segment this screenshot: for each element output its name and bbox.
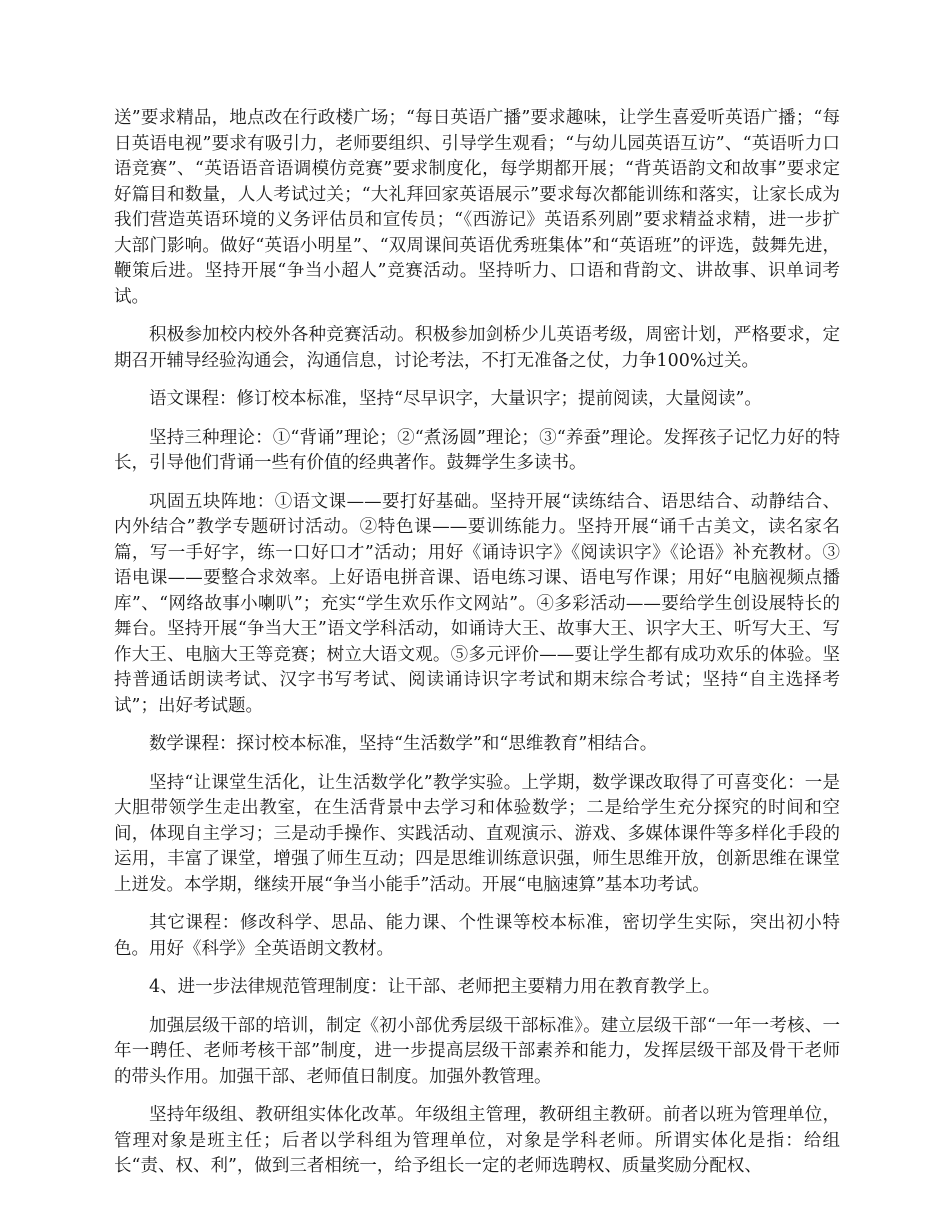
paragraph-competitions: 积极参加校内校外各种竞赛活动。积极参加剑桥少儿英语考级，周密计划，严格要求，定期召开辅导经验沟通会，沟通信息，讨论考法，不打无准备之仗，力争100%过关。 — [114, 325, 840, 371]
paragraph-english-activities-continued: 送”要求精品，地点改在行政楼广场；“每日英语广播”要求趣味，让学生喜爱听英语广播；“每日英语电视”要求有吸引力，老师要组织、引导学生观看；“与幼儿园英语互访”、“英语听力口语竞赛”、“英语语音语调模仿竞赛”要求制度化，每学期都开展；“背英语韵文和故事”要求定好篇目和数量，人人考试过关；“大礼拜回家英语展示”要求每次都能训练和落实，让家长成为我们营造英语环境的义务评估员和宣传员；“《西游记》英语系列剧”要求精益求精，进一步扩大部门影响。做好“英语小明星”、“双周课间英语优秀班集体”和“英语班”的评选，鼓舞先进，鞭策后进。坚持开展“争当小超人”竞赛活动。坚持听力、口语和背韵文、讲故事、识单词考试。 — [114, 108, 840, 307]
paragraph-cadre-training: 加强层级干部的培训，制定《初小部优秀层级干部标准》。建立层级干部“一年一考核、一年一聘任、老师考核干部”制度，进一步提高层级干部素养和能力，发挥层级干部及骨干老师的带头作用。加强干部、老师值日制度。加强外教管理。 — [114, 1015, 840, 1087]
paragraph-three-theories: 坚持三种理论：①“背诵”理论；②“煮汤圆”理论；③“养蚕”理论。发挥孩子记忆力好的特长，引导他们背诵一些有价值的经典著作。鼓舞学生多读书。 — [114, 427, 840, 473]
paragraph-group-reform: 坚持年级组、教研组实体化改革。年级组主管理，教研组主教研。前者以班为管理单位，管理对象是班主任；后者以学科组为管理单位，对象是学科老师。所谓实体化是指：给组长“责、权、利”，做到三者相统一，给予组长一定的老师选聘权、质量奖励分配权、 — [114, 1105, 840, 1176]
paragraph-chinese-curriculum: 语文课程：修订校本标准，坚持“尽早识字，大量识字；提前阅读，大量阅读”。 — [149, 389, 762, 409]
paragraph-math-curriculum: 数学课程：探讨校本标准，坚持“生活数学”和“思维教育”相结合。 — [149, 734, 658, 754]
document-body — [114, 106, 840, 1193]
paragraph-math-experiment: 坚持“让课堂生活化，让生活数学化”教学实验。上学期，数学课改取得了可喜变化：一是大胆带领学生走出教室，在生活背景中去学习和体验数学；二是给学生充分探究的时间和空间，体现自主学习；三是动手操作、实践活动、直观演示、游戏、多媒体课件等多样化手段的运用，丰富了课堂，增强了师生互动；四是思维训练意识强，师生思维开放，创新思维在课堂上迸发。本学期，继续开展“争当小能手”活动。开展“电脑速算”基本功考试。 — [114, 772, 840, 895]
paragraph-five-positions: 巩固五块阵地：①语文课——要打好基础。坚持开展“读练结合、语思结合、动静结合、内外结合”教学专题研讨活动。②特色课——要训练能力。坚持开展“诵千古美文，读名家名篇，写一手好字，练一口好口才”活动；用好《诵诗识字》《阅读识字》《论语》补充教材。③语电课——要整合求效率。上好语电拼音课、语电练习课、语电写作课；用好“电脑视频点播库”、“网络故事小喇叭”；充实“学生欢乐作文网站”。④多彩活动——要给学生创设展特长的舞台。坚持开展“争当大王”语文学科活动，如诵诗大王、故事大王、识字大王、听写大王、写作大王、电脑大王等竞赛；树立大语文观。⑤多元评价——要让学生都有成功欢乐的体验。坚持普通话朗读考试、汉字书写考试、阅读诵诗识字考试和期末综合考试；坚持“自主选择考试”；出好考试题。 — [114, 491, 840, 716]
paragraph-other-curriculum: 其它课程：修改科学、思品、能力课、个性课等校本标准，密切学生实际，突出初小特色。用好《科学》全英语朗文教材。 — [114, 913, 840, 959]
paragraph-management-heading: 4、进一步法律规范管理制度：让干部、老师把主要精力用在教育教学上。 — [149, 977, 721, 997]
